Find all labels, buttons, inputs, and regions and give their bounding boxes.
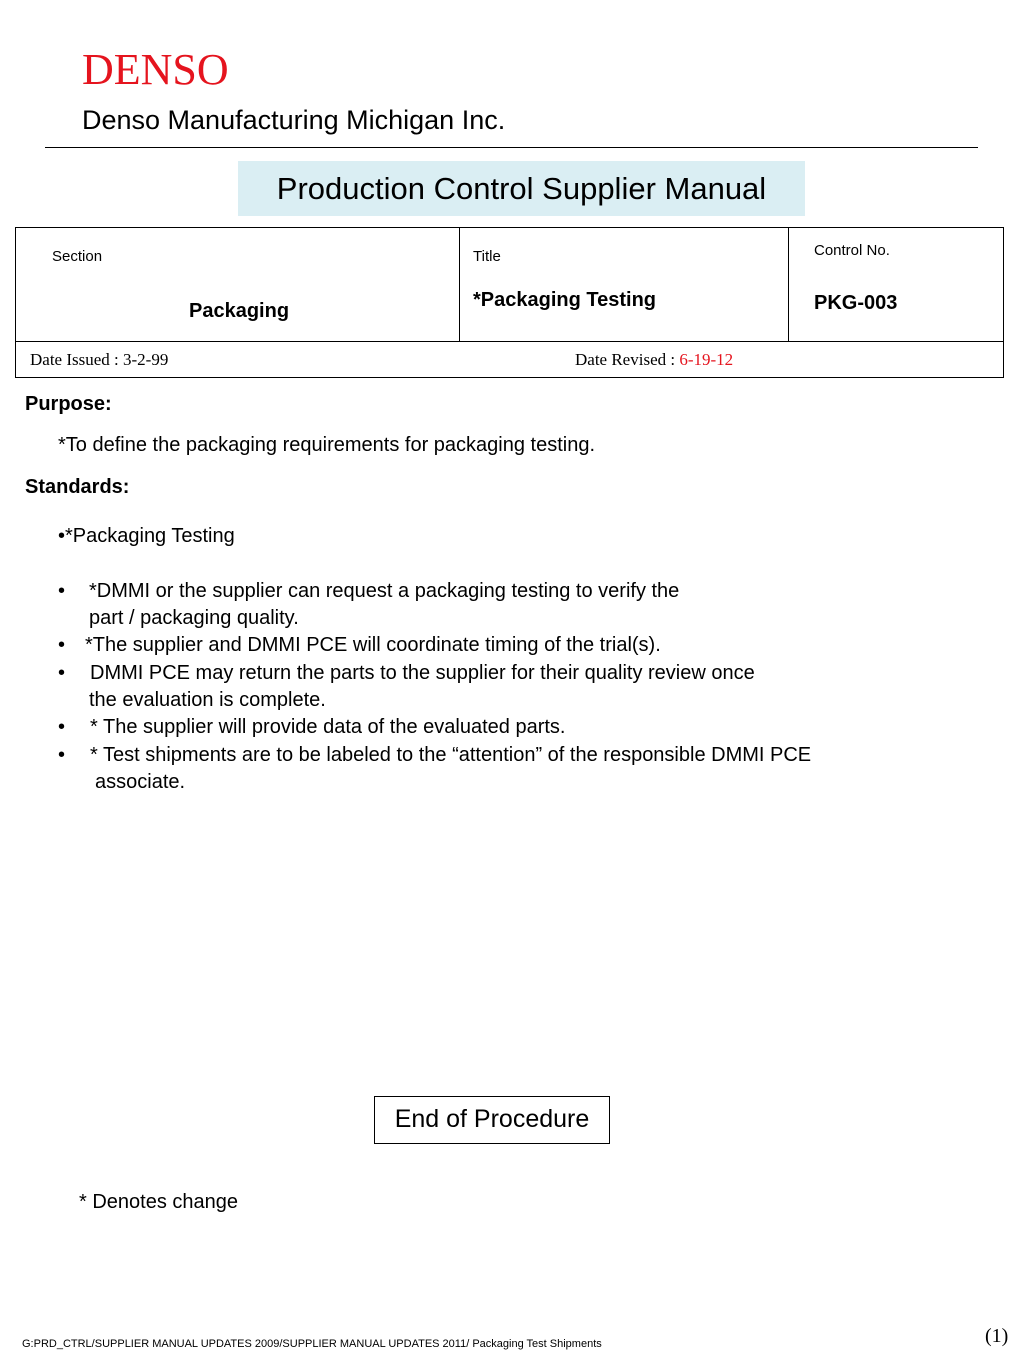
table-divider-1 [459,227,460,341]
denotes-change-note: * Denotes change [79,1191,239,1213]
list-item-line: *DMMI or the supplier can request a packaging testing to verify the [89,580,680,602]
header-divider [45,147,978,148]
title-value: *Packaging Testing [473,289,657,311]
footer-file-path: G:PRD_CTRL/SUPPLIER MANUAL UPDATES 2009/SUPPLIER MANUAL UPDATES 2011/ Packaging Test Shipments [22,1338,602,1350]
title-label: Title [473,248,501,265]
standards-subheading: •*Packaging Testing [58,525,235,547]
date-issued [30,350,168,370]
page-number: (1) [985,1325,1009,1347]
list-item-line: DMMI PCE may return the parts to the supplier for their quality review once [90,662,755,684]
brand-logo: DENSO [82,45,229,94]
table-row-divider [15,341,1004,342]
purpose-heading: Purpose: [25,393,112,415]
list-item-line: the evaluation is complete. [89,689,326,711]
section-value: Packaging [189,300,290,322]
control-no-label: Control No. [814,242,890,259]
bullet-marker: • [58,634,66,656]
bullet-marker: • [58,580,66,602]
date-issued-value: 3-2-99 [123,350,169,369]
company-name: Denso Manufacturing Michigan Inc. [82,105,506,135]
table-divider-2 [788,227,789,341]
date-revised-label: Date Revised : [575,350,680,369]
end-of-procedure-box: End of Procedure [374,1096,610,1144]
purpose-text: *To define the packaging requirements for packaging testing. [58,434,596,456]
control-no-value: PKG-003 [814,292,898,314]
bullet-marker: • [58,662,66,684]
bullet-marker: • [58,744,66,766]
list-item-line: * The supplier will provide data of the evaluated parts. [90,716,566,738]
manual-title: Production Control Supplier Manual [238,161,805,216]
date-revised [575,350,733,370]
bullet-marker: • [58,716,66,738]
standards-heading: Standards: [25,476,130,498]
section-label: Section [52,248,103,265]
list-item-line: associate. [95,771,186,793]
date-issued-label: Date Issued : [30,350,124,369]
list-item-line: part / packaging quality. [89,607,299,629]
list-item-line: * Test shipments are to be labeled to the “attention” of the responsible DMMI PCE [90,744,812,766]
list-item-line: *The supplier and DMMI PCE will coordinate timing of the trial(s). [85,634,661,656]
date-revised-value: 6-19-12 [679,350,734,369]
